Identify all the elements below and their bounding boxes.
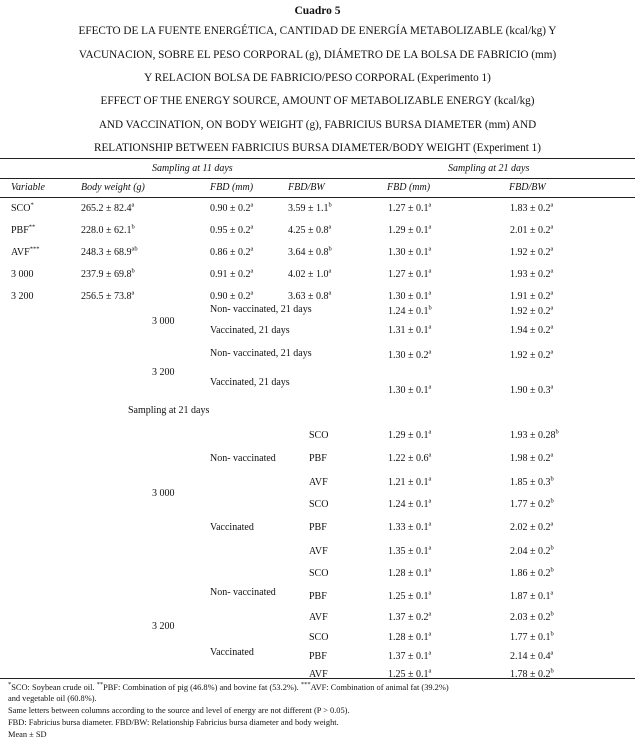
cell-fbdbw-21: 1.77 ± 0.2$^b$ <box>510 497 554 510</box>
header-mid-rule <box>0 178 635 179</box>
cell-fbd-21: 1.27 ± 0.1$^a$ <box>388 267 432 280</box>
cell-fbdbw-21: 2.03 ± 0.2$^b$ <box>510 610 554 623</box>
header-fbdbw-21: FBD/BW <box>509 182 546 193</box>
cell-fbd-11: 0.90 ± 0.2$^a$ <box>210 289 254 302</box>
cell-fbd-21: 1.24 ± 0.1$^b$ <box>388 304 432 317</box>
footnote-line-1 <box>8 681 449 692</box>
cell-fbdbw-21: 1.92 ± 0.2$^a$ <box>510 245 554 258</box>
top-rule <box>0 158 635 159</box>
cell-fbd-21: 1.21 ± 0.1$^a$ <box>388 475 432 488</box>
cell-fbd-21: 1.33 ± 0.1$^a$ <box>388 520 432 533</box>
caption-en-line-2: AND VACCINATION, ON BODY WEIGHT (g), FABRICIUS BURSA DIAMETER (mm) AND <box>98 119 537 131</box>
cell-fbdbw-11: 3.64 ± 0.8$^b$ <box>288 245 332 258</box>
vaccination-status-label: Vaccinated <box>210 647 254 658</box>
cell-fbd-11: 0.86 ± 0.2$^a$ <box>210 245 254 258</box>
header-sampling-21: Sampling at 21 days <box>448 163 530 174</box>
cell-fbd-21: 1.35 ± 0.1$^a$ <box>388 544 432 557</box>
cell-fbd-21: 1.28 ± 0.1$^a$ <box>388 566 432 579</box>
source-label: SCO <box>309 632 329 643</box>
cell-fbdbw-21: 1.93 ± 0.28$^b$ <box>510 428 559 441</box>
row-variable: AVF*** <box>11 245 40 258</box>
cell-fbdbw-21: 1.78 ± 0.2$^b$ <box>510 667 554 680</box>
row-variable: PBF** <box>11 223 36 236</box>
vaccination-status-label: Non- vaccinated <box>210 587 276 598</box>
cell-fbdbw-21: 1.77 ± 0.1$^b$ <box>510 630 554 643</box>
energy-level-label: 3 000 <box>152 488 175 499</box>
footnote-line-2: and vegetable oil (60.8%). <box>8 694 97 703</box>
cell-fbd-21: 1.29 ± 0.1$^a$ <box>388 428 432 441</box>
vaccination-status-label: Non- vaccinated, 21 days <box>210 304 312 315</box>
bottom-rule <box>0 678 635 679</box>
source-label: SCO <box>309 568 329 579</box>
cell-fbdbw-21: 2.01 ± 0.2$^a$ <box>510 223 554 236</box>
caption-es-line-2: VACUNACION, SOBRE EL PESO CORPORAL (g), DIÁMETRO DE LA BOLSA DE FABRICIO (mm) <box>78 49 557 61</box>
source-label: PBF <box>309 453 327 464</box>
cell-fbd-21: 1.24 ± 0.1$^a$ <box>388 497 432 510</box>
cell-fbdbw-11: 4.25 ± 0.8$^a$ <box>288 223 332 236</box>
cell-fbd-21: 1.25 ± 0.1$^a$ <box>388 589 432 602</box>
header-body-weight: Body weight (g) <box>81 182 145 193</box>
source-label: SCO <box>309 430 329 441</box>
cell-fbdbw-21: 1.87 ± 0.1$^a$ <box>510 589 554 602</box>
cell-fbd-21: 1.37 ± 0.2$^a$ <box>388 610 432 623</box>
footnote-avf: AVF: Combination of animal fat (39.2%) <box>310 683 449 692</box>
cell-body-weight: 237.9 ± 69.8$^b$ <box>81 267 135 280</box>
source-label: SCO <box>309 499 329 510</box>
cell-fbd-11: 0.91 ± 0.2$^a$ <box>210 267 254 280</box>
row-variable: SCO* <box>11 201 34 214</box>
sampling-21-label: Sampling at 21 days <box>128 405 210 416</box>
caption-en-line-1: EFFECT OF THE ENERGY SOURCE, AMOUNT OF METABOLIZABLE ENERGY (kcal/kg) <box>100 95 535 107</box>
cell-fbd-21: 1.29 ± 0.1$^a$ <box>388 223 432 236</box>
caption-es-line-1: EFECTO DE LA FUENTE ENERGÉTICA, CANTIDAD DE ENERGÍA METABOLIZABLE (kcal/kg) Y <box>78 25 557 37</box>
header-fbd-11: FBD (mm) <box>210 182 254 193</box>
cell-fbd-21: 1.37 ± 0.1$^a$ <box>388 649 432 662</box>
cell-fbdbw-21: 2.14 ± 0.4$^a$ <box>510 649 554 662</box>
cell-fbdbw-11: 3.63 ± 0.8$^a$ <box>288 289 332 302</box>
cell-fbdbw-21: 2.02 ± 0.2$^a$ <box>510 520 554 533</box>
cell-body-weight: 256.5 ± 73.8$^a$ <box>81 289 135 302</box>
source-label: AVF <box>309 546 328 557</box>
source-label: PBF <box>309 522 327 533</box>
cell-fbdbw-21: 1.86 ± 0.2$^b$ <box>510 566 554 579</box>
cell-fbdbw-21: 1.93 ± 0.2$^a$ <box>510 267 554 280</box>
caption-en-line-3: RELATIONSHIP BETWEEN FABRICIUS BURSA DIAMETER/BODY WEIGHT (Experiment 1) <box>94 142 541 154</box>
footnote-sup: *** <box>300 681 311 689</box>
cell-fbd-21: 1.22 ± 0.6$^a$ <box>388 451 432 464</box>
cell-body-weight: 248.3 ± 68.9$^{ab}$ <box>81 245 138 258</box>
cell-fbdbw-21: 1.92 ± 0.2$^a$ <box>510 304 554 317</box>
header-variable: Variable <box>11 182 45 193</box>
cell-fbd-21: 1.30 ± 0.1$^a$ <box>388 245 432 258</box>
cell-fbdbw-21: 1.83 ± 0.2$^a$ <box>510 201 554 214</box>
source-label: PBF <box>309 651 327 662</box>
footnote-line-3: Same letters between columns according to the source and level of energy are not different (P > 0.05). <box>8 706 350 715</box>
cell-fbdbw-21: 1.91 ± 0.2$^a$ <box>510 289 554 302</box>
cell-fbdbw-21: 2.04 ± 0.2$^b$ <box>510 544 554 557</box>
cell-fbd-21: 1.25 ± 0.1$^a$ <box>388 667 432 680</box>
energy-level-label: 3 200 <box>152 621 175 632</box>
footnote-sup: ** <box>96 681 104 689</box>
energy-level-label: 3 000 <box>152 316 175 327</box>
footnote-sup: * <box>8 681 12 689</box>
source-label: AVF <box>309 612 328 623</box>
cell-body-weight: 228.0 ± 62.1$^b$ <box>81 223 135 236</box>
cell-fbd-21: 1.27 ± 0.1$^a$ <box>388 201 432 214</box>
source-label: AVF <box>309 669 328 680</box>
cell-fbd-21: 1.30 ± 0.1$^a$ <box>388 289 432 302</box>
header-fbd-21: FBD (mm) <box>387 182 431 193</box>
footnote-sco: SCO: Soybean crude oil. <box>11 683 97 692</box>
cell-fbdbw-21: 1.85 ± 0.3$^b$ <box>510 475 554 488</box>
cell-fbdbw-21: 1.94 ± 0.2$^a$ <box>510 323 554 336</box>
header-sampling-11: Sampling at 11 days <box>152 163 233 174</box>
footnote-line-5: Mean ± SD <box>8 730 47 739</box>
footnote-pbf: PBF: Combination of pig (46.8%) and bovine fat (53.2%). <box>103 683 301 692</box>
row-variable: 3 000 <box>11 269 34 280</box>
table-title: Cuadro 5 <box>294 5 341 17</box>
source-label: PBF <box>309 591 327 602</box>
vaccination-status-label: Vaccinated, 21 days <box>210 377 290 388</box>
cell-fbdbw-21: 1.92 ± 0.2$^a$ <box>510 348 554 361</box>
caption-es-line-3: Y RELACION BOLSA DE FABRICIO/PESO CORPORAL (Experimento 1) <box>144 72 491 84</box>
header-bottom-rule <box>0 197 635 198</box>
cell-fbdbw-11: 4.02 ± 1.0$^a$ <box>288 267 332 280</box>
vaccination-status-label: Non- vaccinated <box>210 453 276 464</box>
vaccination-status-label: Vaccinated <box>210 522 254 533</box>
cell-fbd-11: 0.90 ± 0.2$^a$ <box>210 201 254 214</box>
cell-fbdbw-11: 3.59 ± 1.1$^b$ <box>288 201 332 214</box>
cell-fbdbw-21: 1.90 ± 0.3$^a$ <box>510 383 554 396</box>
cell-fbd-21: 1.31 ± 0.1$^a$ <box>388 323 432 336</box>
vaccination-status-label: Non- vaccinated, 21 days <box>210 348 312 359</box>
footnote-line-4: FBD: Fabricius bursa diameter. FBD/BW: Relationship Fabricius bursa diameter and body weight. <box>8 718 339 727</box>
cell-fbd-21: 1.28 ± 0.1$^a$ <box>388 630 432 643</box>
cell-fbd-11: 0.95 ± 0.2$^a$ <box>210 223 254 236</box>
cell-body-weight: 265.2 ± 82.4$^a$ <box>81 201 135 214</box>
cell-fbd-21: 1.30 ± 0.1$^a$ <box>388 383 432 396</box>
cell-fbdbw-21: 1.98 ± 0.2$^a$ <box>510 451 554 464</box>
header-fbdbw-11: FBD/BW <box>288 182 325 193</box>
source-label: AVF <box>309 477 328 488</box>
cell-fbd-21: 1.30 ± 0.2$^a$ <box>388 348 432 361</box>
vaccination-status-label: Vaccinated, 21 days <box>210 325 290 336</box>
energy-level-label: 3 200 <box>152 367 175 378</box>
row-variable: 3 200 <box>11 291 34 302</box>
